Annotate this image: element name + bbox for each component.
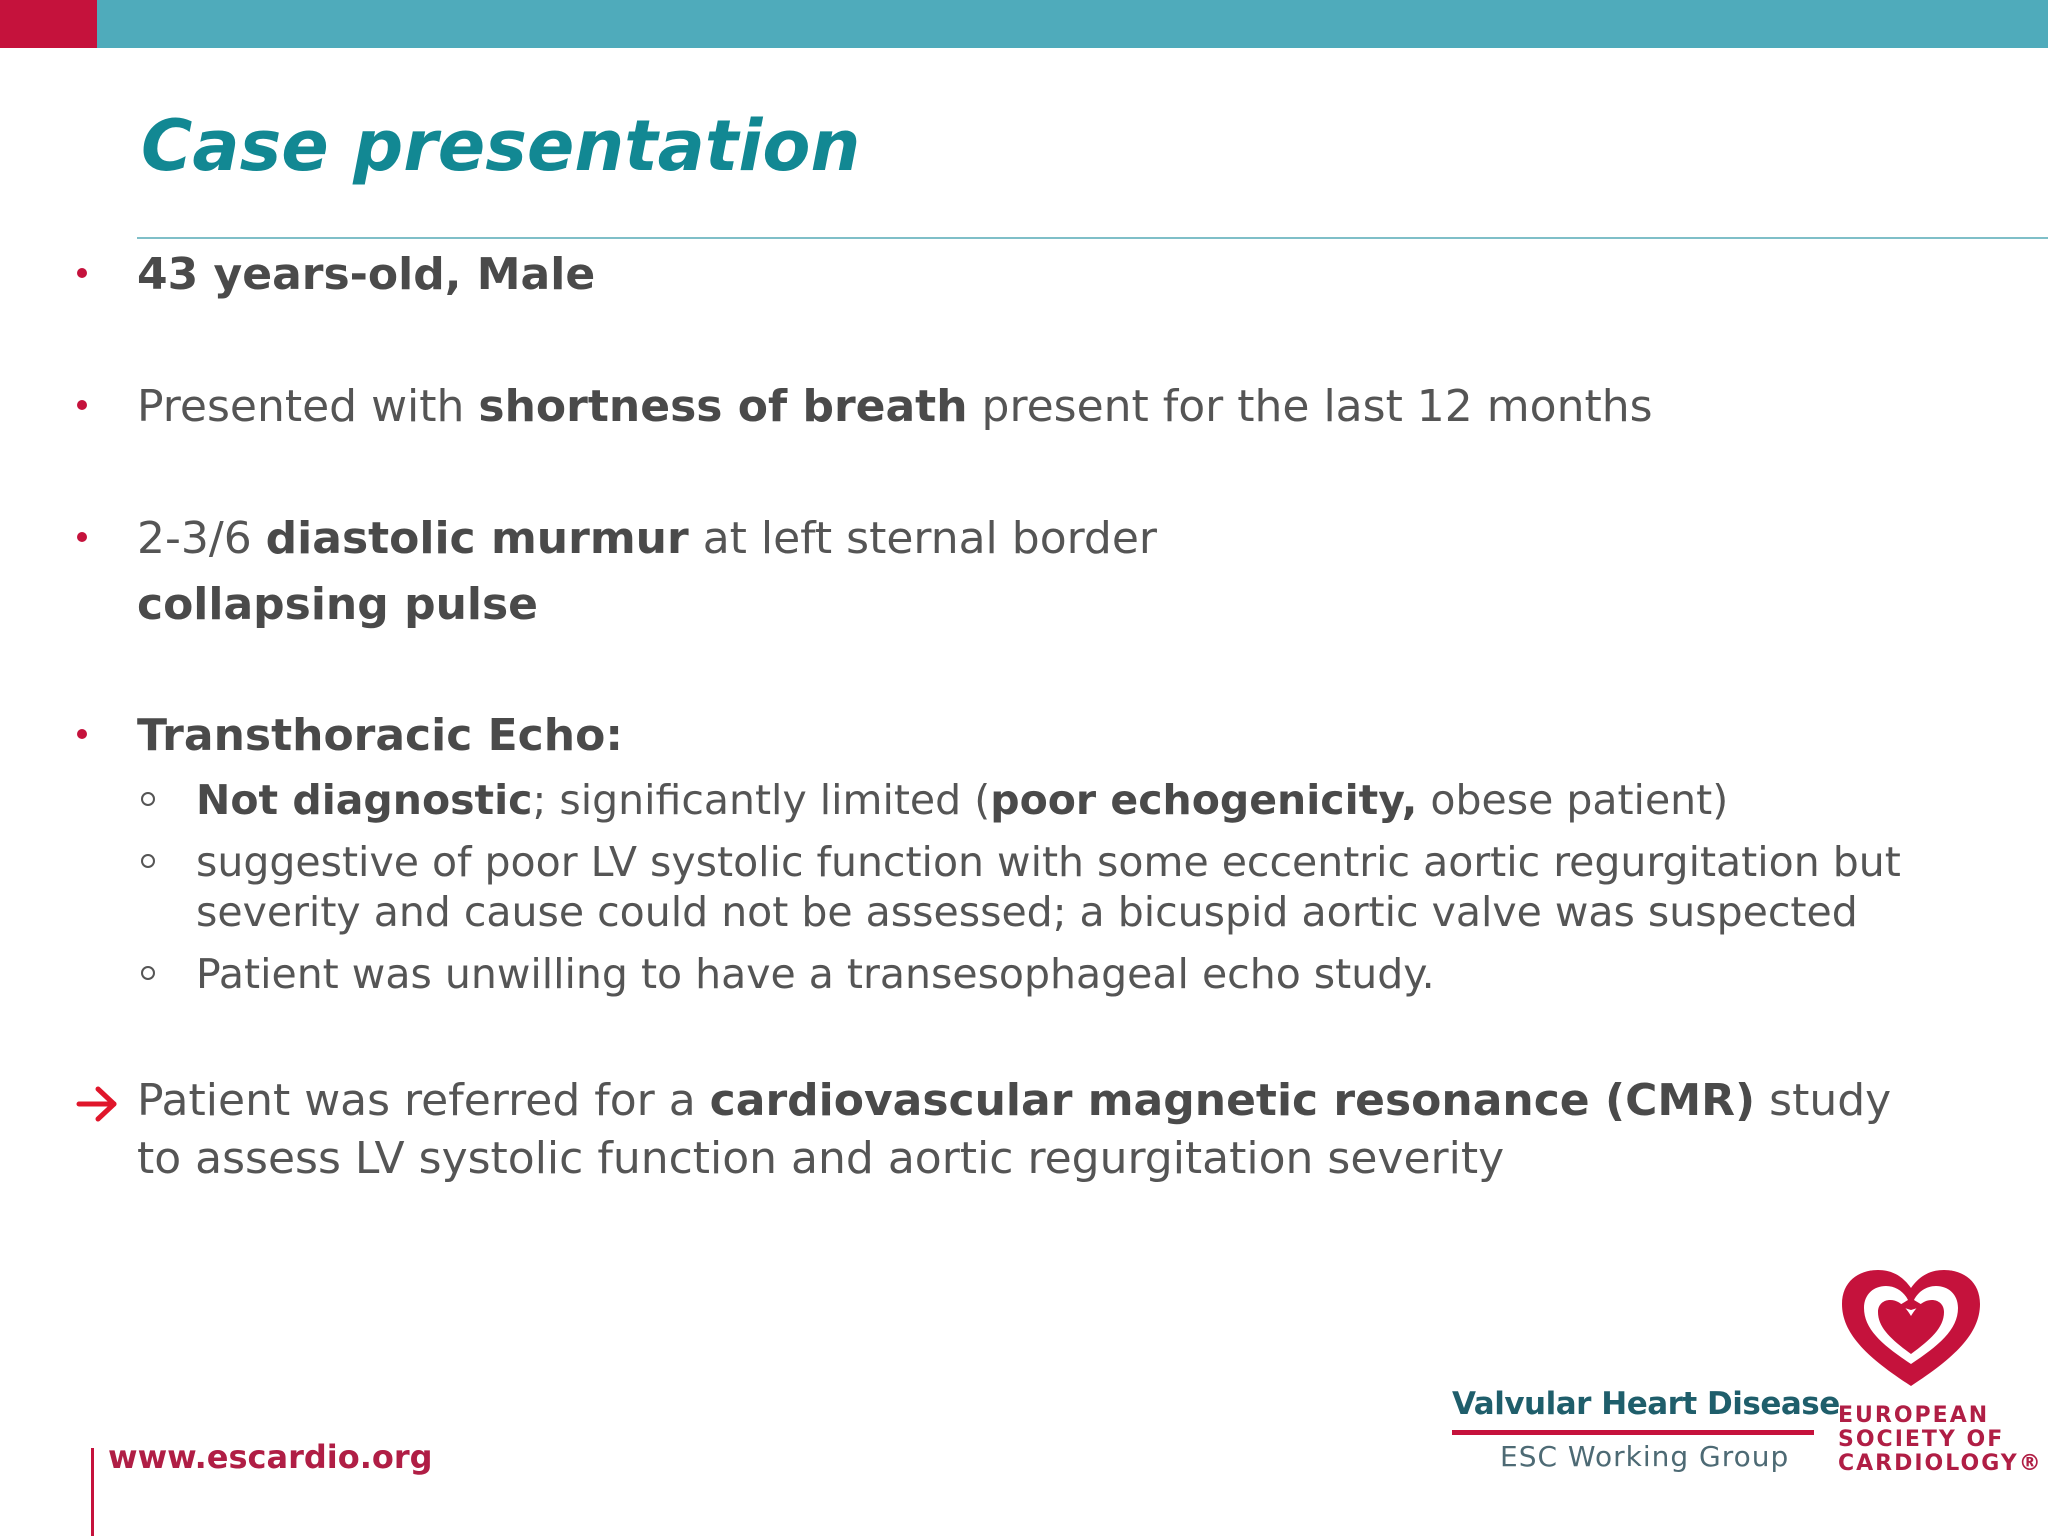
- sub-bullet-not-diagnostic-post: obese patient): [1417, 776, 1729, 824]
- header-accent-red: [0, 0, 97, 48]
- esc-name-line1: EUROPEAN: [1838, 1403, 1990, 1428]
- vhd-working-group-subtitle: ESC Working Group: [1500, 1440, 1790, 1473]
- bullet-collapsing-pulse-text: collapsing pulse: [137, 579, 539, 630]
- bullet-age-sex: [137, 242, 595, 308]
- sub-bullet-lv-function-line1: suggestive of poor LV systolic function with some eccentric aortic regurgitation but: [196, 838, 1901, 886]
- bullet-presentation-bold: shortness of breath: [478, 381, 968, 432]
- sub-bullet-poor-echogenicity: poor echogenicity,: [990, 776, 1418, 824]
- bullet-dot-icon: [77, 400, 87, 410]
- sub-bullet-not-diagnostic-bold: Not diagnostic: [196, 776, 533, 824]
- bullet-presentation-pre: Presented with: [137, 381, 479, 432]
- conclusion-line1: [137, 1073, 1891, 1129]
- bullet-murmur-bold: diastolic murmur: [265, 513, 689, 564]
- bullet-dot-icon: [77, 729, 87, 739]
- conclusion-bold: cardiovascular magnetic resonance (CMR): [709, 1075, 1756, 1126]
- footer-divider: [91, 1448, 94, 1536]
- bullet-presentation-post: present for the last 12 months: [967, 381, 1653, 432]
- bullet-presentation: [137, 374, 1653, 440]
- esc-name-line3: CARDIOLOGY®: [1838, 1451, 2043, 1476]
- bullet-collapsing-pulse: [137, 572, 538, 638]
- sub-bullet-not-diagnostic: [196, 774, 1728, 826]
- title-divider: [137, 237, 2048, 239]
- bullet-echo-heading: [137, 703, 623, 769]
- hollow-circle-icon: [141, 966, 155, 980]
- bullet-dot-icon: [77, 268, 87, 278]
- hollow-circle-icon: [141, 854, 155, 868]
- footer-website-link[interactable]: www.escardio.org: [108, 1438, 433, 1476]
- conclusion-pre: Patient was referred for a: [137, 1075, 710, 1126]
- sub-bullet-tee-refusal: Patient was unwilling to have a transesophageal echo study.: [196, 950, 1435, 998]
- vhd-divider: [1452, 1430, 1814, 1435]
- sub-bullet-lv-function-line2: severity and cause could not be assessed; a bicuspid aortic valve was suspected: [196, 888, 1858, 936]
- right-arrow-icon: [76, 1082, 120, 1126]
- header-bar-teal: [97, 0, 2048, 48]
- sub-bullet-not-diagnostic-mid: ; significantly limited (: [532, 776, 991, 824]
- bullet-dot-icon: [77, 532, 87, 542]
- bullet-murmur-post: at left sternal border: [688, 513, 1158, 564]
- conclusion-post: study: [1755, 1075, 1892, 1126]
- bullet-echo-heading-text: Transthoracic Echo:: [137, 710, 623, 761]
- vhd-working-group-title: Valvular Heart Disease: [1452, 1386, 1840, 1422]
- hollow-circle-icon: [141, 792, 155, 806]
- page-title: Case presentation: [141, 105, 861, 187]
- bullet-age-sex-text: 43 years-old, Male: [137, 249, 596, 300]
- esc-name-line2: SOCIETY OF: [1838, 1427, 2005, 1452]
- bullet-murmur-pre: 2-3/6: [137, 513, 266, 564]
- esc-society-name: [1838, 1404, 2043, 1476]
- esc-heart-logo-icon: [1838, 1266, 1984, 1390]
- bullet-murmur: [137, 506, 1157, 572]
- conclusion-line2: to assess LV systolic function and aortic regurgitation severity: [137, 1133, 1505, 1184]
